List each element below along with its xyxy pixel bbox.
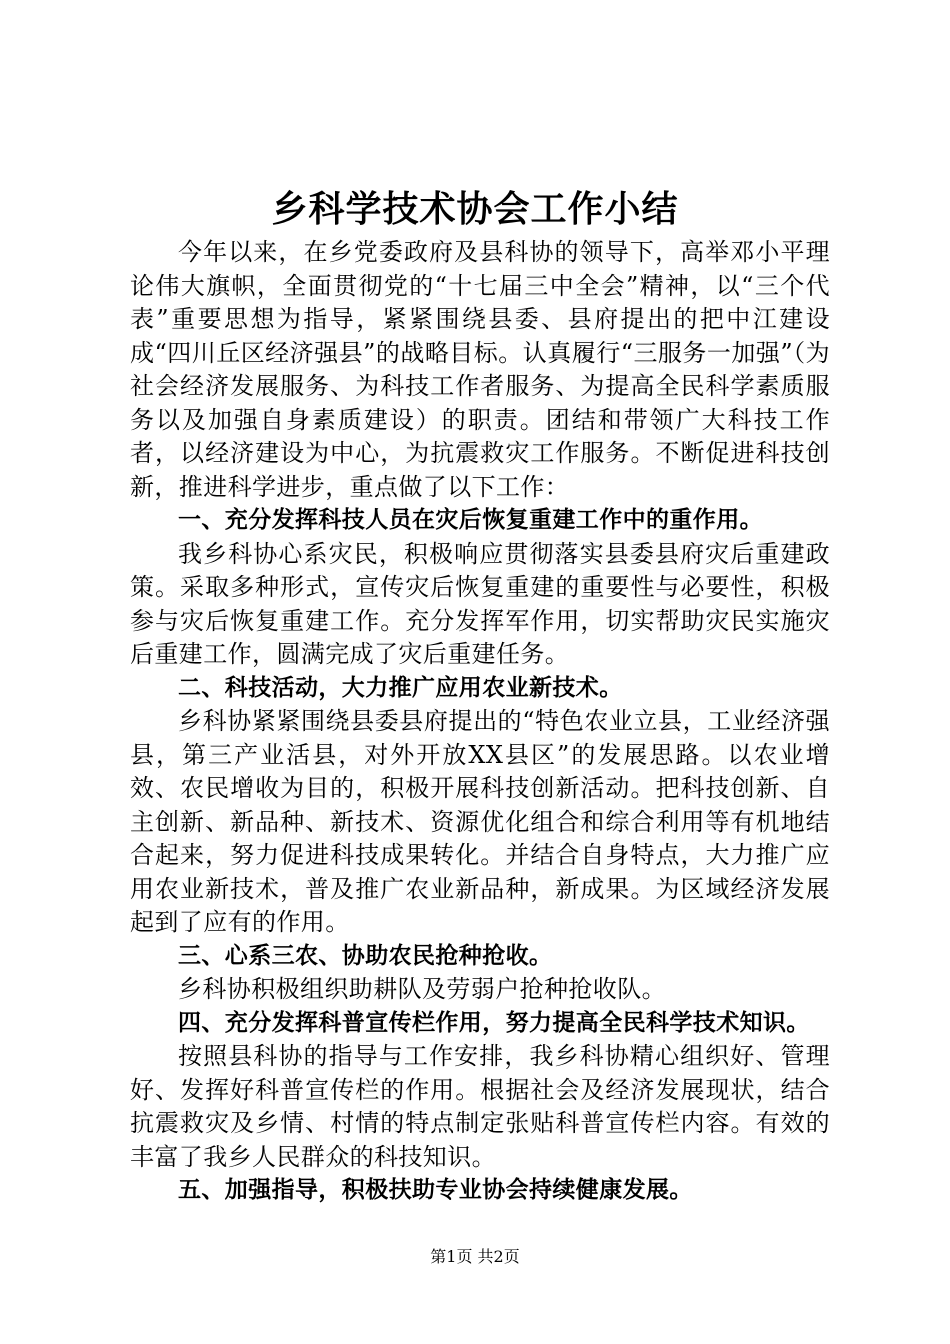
section-paragraph-1: 我乡科协心系灾民，积极响应贯彻落实县委县府灾后重建政策。采取多种形式，宣传灾后恢复重建的重要性与必要性，积极参与灾后恢复重建工作。充分发挥军作用，切实帮助灾民实施灾后重建工作，圆满完成了灾后重建任务。	[130, 539, 830, 668]
document-title: 乡科学技术协会工作小结	[271, 189, 679, 230]
section-paragraph-3: 乡科协积极组织助耕队及劳弱户抢种抢收队。	[178, 975, 666, 1003]
intro-paragraph: 今年以来，在乡党委政府及县科协的领导下，高举邓小平理论伟大旗帜，全面贯彻党的“十七届三中全会”精神，以“三个代表”重要思想为指导，紧紧围绕县委、县府提出的把中江建设成“四川丘区经济强县”的战略目标。认真履行“三服务一加强”（为社会经济发展服务、为科技工作者服务、为提高全民科学素质服务以及加强自身素质建设）的职责。团结和带领广大科技工作者，以经济建设为中心，为抗震救灾工作服务。不断促进科技创新，推进科学进步，重点做了以下工作：	[130, 238, 830, 501]
section-paragraph-2: 乡科协紧紧围绕县委县府提出的“特色农业立县，工业经济强县，第三产业活县，对外开放XX县区”的发展思路。以农业增效、农民增收为目的，积极开展科技创新活动。把科技创新、自主创新、新品种、新技术、资源优化组合和综合利用等有机地结合起来，努力促进科技成果转化。并结合自身特点，大力推广应用农业新技术，普及推广农业新品种，新成果。为区域经济发展起到了应有的作用。	[130, 707, 830, 936]
section-heading-4: 四、充分发挥科普宣传栏作用，努力提高全民科学技术知识。	[178, 1009, 810, 1036]
section-paragraph-4: 按照县科协的指导与工作安排，我乡科协精心组织好、管理好、发挥好科普宣传栏的作用。根据社会及经济发展现状，结合抗震救灾及乡情、村情的特点制定张贴科普宣传栏内容。有效的丰富了我乡人民群众的科技知识。	[130, 1042, 830, 1171]
section-heading-1: 一、充分发挥科技人员在灾后恢复重建工作中的重作用。	[178, 507, 763, 533]
section-heading-3: 三、心系三农、协助农民抢种抢收。	[178, 942, 553, 969]
page-number-footer: 第1页 共2页	[430, 1247, 520, 1266]
document-body	[130, 236, 830, 1208]
section-heading-5: 五、加强指导，积极扶助专业协会持续健康发展。	[178, 1177, 693, 1203]
section-heading-2: 二、科技活动，大力推广应用农业新技术。	[178, 674, 623, 701]
